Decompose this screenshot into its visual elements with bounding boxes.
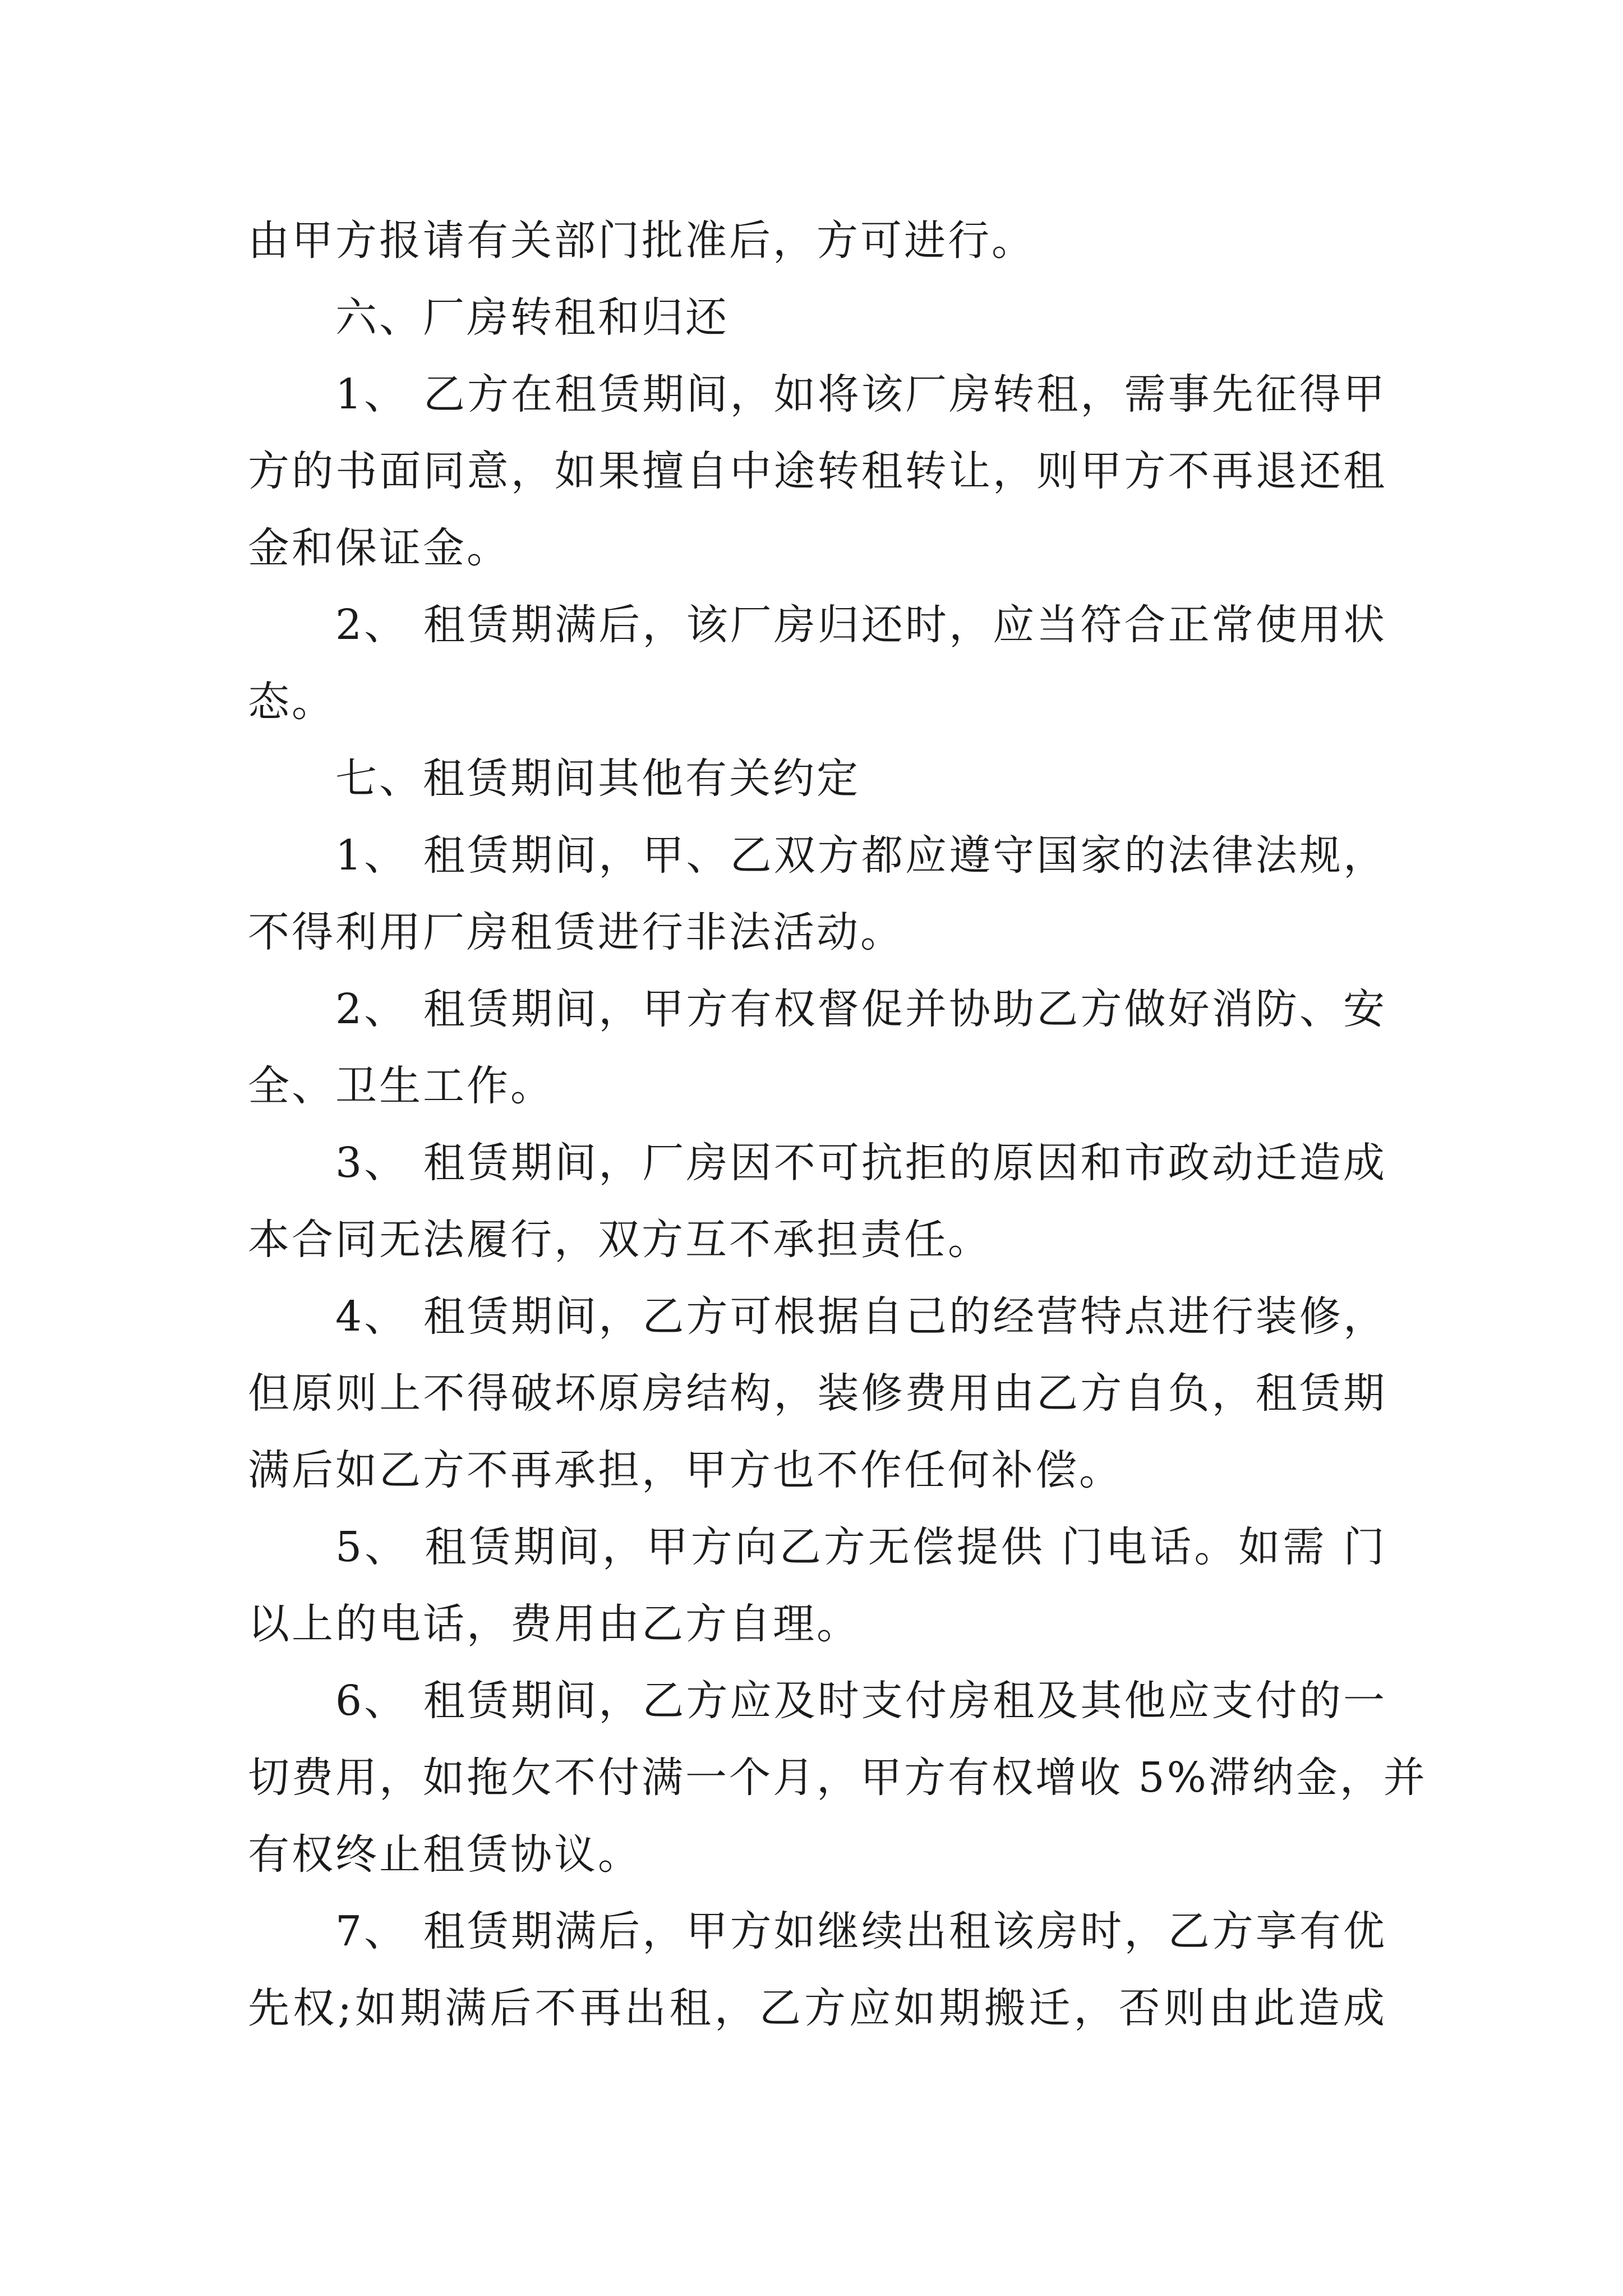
text-line: 不得利用厂房租赁进行非法活动。 <box>248 908 904 956</box>
clause-6-2 <box>248 587 1387 740</box>
text-line: 2、 租赁期间，甲方有权督促并协助乙方做好消防、安 <box>335 985 1387 1033</box>
clause-7-7 <box>248 1893 1387 2047</box>
text-line: 方的书面同意，如果擅自中途转租转让，则甲方不再退还租 <box>248 447 1387 495</box>
section-heading: 六、厂房转租和归还 <box>335 293 729 342</box>
clause-7-5 <box>248 1509 1387 1663</box>
continued-paragraph <box>248 203 1387 279</box>
text-line: 满后如乙方不再承担，甲方也不作任何补偿。 <box>248 1446 1123 1494</box>
section-6 <box>248 279 1387 740</box>
text-line: 2、 租赁期满后，该厂房归还时，应当符合正常使用状 <box>335 601 1387 649</box>
text-line: 全、卫生工作。 <box>248 1062 554 1110</box>
text-line: 以上的电话，费用由乙方自理。 <box>248 1600 860 1648</box>
clause-7-1 <box>248 817 1387 971</box>
section-7 <box>248 740 1427 2047</box>
text-line: 6、 租赁期间，乙方应及时支付房租及其他应支付的一 <box>335 1677 1387 1725</box>
clause-6-1 <box>248 356 1387 587</box>
text-line: 4、 租赁期间，乙方可根据自己的经营特点进行装修， <box>335 1292 1387 1341</box>
clause-7-2 <box>248 971 1387 1125</box>
text-line: 有权终止租赁协议。 <box>248 1830 642 1879</box>
clause-7-3 <box>248 1125 1387 1278</box>
text-line: 但原则上不得破坏原房结构，装修费用由乙方自负，租赁期 <box>248 1369 1387 1418</box>
section-heading: 七、租赁期间其他有关约定 <box>335 754 860 803</box>
clause-7-6 <box>248 1663 1427 1893</box>
text-line: 1、 租赁期间，甲、乙双方都应遵守国家的法律法规， <box>335 831 1387 880</box>
text-line: 3、 租赁期间，厂房因不可抗拒的原因和市政动迁造成 <box>335 1139 1387 1187</box>
text-line: 1、 乙方在租赁期间，如将该厂房转租，需事先征得甲 <box>335 370 1387 418</box>
document-body <box>248 203 1427 2047</box>
text-line: 金和保证金。 <box>248 524 510 572</box>
text-line: 由甲方报请有关部门批准后，方可进行。 <box>248 217 1035 265</box>
text-line: 本合同无法履行，双方互不承担责任。 <box>248 1216 992 1264</box>
text-line: 5、 租赁期间，甲方向乙方无偿提供 门电话。如需 门 <box>335 1523 1387 1571</box>
text-line: 态。 <box>248 678 335 726</box>
clause-7-4 <box>248 1278 1387 1509</box>
text-line: 先权;如期满后不再出租，乙方应如期搬迁，否则由此造成 <box>248 1984 1387 2032</box>
text-line: 7、 租赁期满后，甲方如继续出租该房时，乙方享有优 <box>335 1907 1387 1955</box>
text-line: 切费用，如拖欠不付满一个月，甲方有权增收 5%滞纳金，并 <box>248 1754 1427 1802</box>
